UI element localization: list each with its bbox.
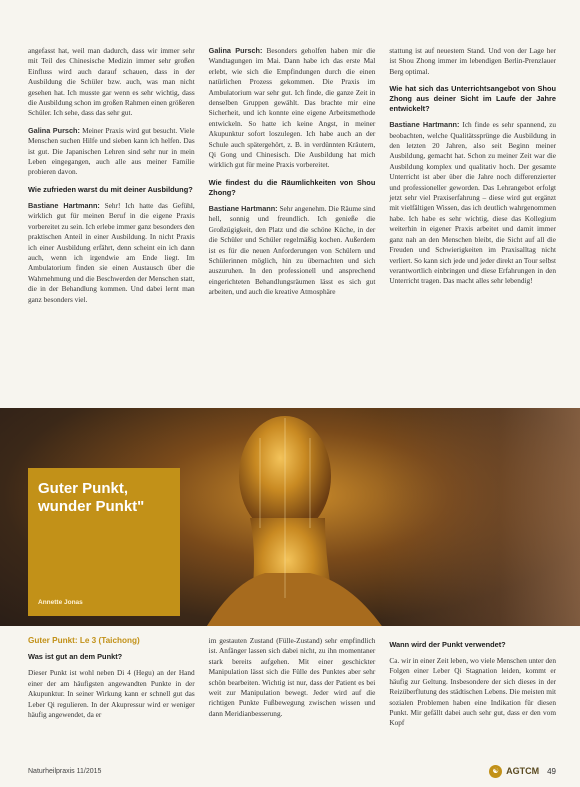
background-gradient xyxy=(380,408,580,626)
bottom-column-3 xyxy=(389,636,556,756)
page-footer xyxy=(28,763,556,779)
paragraph xyxy=(28,201,195,305)
answer-text: Sehr angenehm. Die Räume sind hell, sonnig und freundlich. Ich genieße die Großzügigkeit, den Platz und die schöne Küche, in der die Schüler und Schüler regelmäßig kochen. Außerdem ist es für die neuen Anforderungen von Schülern und Schülerinnen möglich, hin zu übernachten und sich auszuruhen. In den professionell und ansprechend eingerichteten Behandlungsräumen lässt es sich gut arbeiten, und auch die kreative Atmosphäre xyxy=(208,203,376,297)
top-column-2 xyxy=(209,46,376,406)
magazine-issue: Naturheilpraxis 11/2015 xyxy=(28,767,102,775)
speaker-name: Bastiane Hartmann: xyxy=(389,120,460,130)
interview-question: Wann wird der Punkt verwendet? xyxy=(389,640,506,649)
article-title-box xyxy=(28,468,180,616)
top-column-3 xyxy=(389,46,556,406)
speaker-name: Bastiane Hartmann: xyxy=(208,203,278,213)
paragraph: im gestauten Zustand (Fülle-Zustand) sehr empfindlich ist. Anfänger lassen sich dabei nicht, zu ihn momentaner stark bereits aufgehen. Mit einer geschickter Manipulation lässt sich die Fülle des Punktes aber sehr schön bearbeiten. Wichtig ist nur, dass der Patient es bei weit zur Manipulation bewegt. Jeder wird auf die richtigen Punkte Fußbewegung zwischen wissen und dann Meridianbesserung. xyxy=(208,636,376,718)
speaker-name: Galina Pursch: xyxy=(208,46,263,55)
answer-text: Ich finde es sehr spannend, zu beobachten, welche Qualitätssprünge die Ausbildung in den letzten 20 Jahren, also seit Beginn meiner Ausbildung, gemacht hat. Schon zu meiner Zeit war die Ausbildung komplex und qualitativ hoch. Der gesamte Unterricht ist aber über die Jahre noch differenzierter und professioneller geworden. Das Lehrangebot erfolgt jetzt sehr viel Praxiserfahrung – diese wird gut ergänzt mit vielfältigen Wissen, das ich deutlich wahrgenommen habe. Ich habe es sehr wichtig, diese das Kollegium weiterhin in eigener Praxis arbeitet und damit immer ganz nah an den Menschen bleibt, die Sicht auf all die Freuden und Schwierigkeiten im Praxisalltag nicht verliert. So kann sich jede und jeder direkt an Tour selbst verantwortlich einbringen und diese Erfahrungen in den Unterricht tragen. Das macht alles sehr lebendig! xyxy=(389,120,557,286)
golden-head-figure xyxy=(190,408,390,626)
answer-text: Sehr! Ich hatte das Gefühl, wirklich gut für meinen Beruf in die eigene Praxis vorbereitet zu sein. Ich erlebe immer ganz besonders den praktischen Anteil in einer Ausbildung. In nicht Praxis ich einer Ausbildung erfährt, denn scheint ein ich dann auch, wenn ich irgendwie am Ende liegt. Im Ambulatorium finden sie einen Austausch über die Wahrnehmung und die Beschwerden der Menschen statt, die in der Behandlung kommen. Und dabei lernt man ganz besonders viel. xyxy=(28,200,195,304)
interview-question: Was ist gut an dem Punkt? xyxy=(28,652,123,662)
answer-text: Besonders geholfen haben mir die Wandtagungen im Mai. Dann habe ich das erste Mal erlebt, wie sich die Empfindungen durch die einen natürlichen Prozess gekommen. Die Praxis im Ambulatorium war sehr gut. Ich finde, die ganze Zeit in denselben Gruppen gewählt. Das brachte mir eine Sicherheit, und ich konnte eine eigene Arbeitsmethode entwickeln. So hatte ich keine Angst, in meiner Akupunktur sofort loszulegen. Ich habe auch an der Schule auch spätergehört, z. B. in verdünnten Kräutern, Qi Gong und Chinesisch. Die Ausbildung hat mich wirklich gut für meine Praxis vorbereitet. xyxy=(208,46,376,170)
page-number: 49 xyxy=(547,766,556,776)
article-title: Guter Punkt, wunder Punkt" xyxy=(38,480,145,515)
paragraph: stattung ist auf neuestem Stand. Und von der Lage her ist Shou Zhong immer im lebendigen Berlin-Prenzlauer Berg optimal. xyxy=(389,46,557,76)
interview-question: Wie findest du die Räumlichkeiten von Shou Zhong? xyxy=(208,177,376,197)
article-author: Annette Jonas xyxy=(38,599,83,606)
bottom-column-1 xyxy=(28,636,195,756)
paragraph xyxy=(28,126,195,178)
paragraph xyxy=(209,46,376,171)
logo-text: AGTCM xyxy=(506,766,540,776)
paragraph xyxy=(209,204,376,298)
speaker-name: Bastiane Hartmann: xyxy=(28,200,100,210)
agtcm-logo xyxy=(489,765,539,778)
section-heading: Guter Punkt: Le 3 (Taichong) xyxy=(28,636,140,645)
answer-text: Meiner Praxis wird gut besucht. Viele Menschen suchen Hilfe und sieben kann ich helfen. Das ist gut. Die Japanischen Lehren sind sehr nur in mein Leben eingegangen, auch alle aus meiner Familie probieren davon. xyxy=(28,125,195,177)
bottom-article-columns xyxy=(28,636,556,756)
top-article-columns xyxy=(28,46,556,406)
interview-question: Wie zufrieden warst du mit deiner Ausbildung? xyxy=(28,184,193,194)
speaker-name: Galina Pursch: xyxy=(28,125,80,135)
interview-question: Wie hat sich das Unterrichtsangebot von Shou Zhong aus deiner Sicht im Laufe der Jahre entwickelt? xyxy=(389,84,557,114)
top-column-1 xyxy=(28,46,195,406)
paragraph: Ca. wir in einer Zeit leben, wo viele Menschen unter den Folgen einer Leber Qi Stagnation leiden, kommt er häufig zur Geltung. Insbesondere der sich dieses in der Reizüberflutung des städtischen Lebens. Die meisten mit sozialen Problemen haben eine Indikation für diesen Punkt. Mir gefällt dabei auch sehr gut, dass er den vom Kopf xyxy=(389,656,557,728)
logo-mark-icon: ☯ xyxy=(489,765,502,778)
bottom-column-2 xyxy=(209,636,376,756)
paragraph: angefasst hat, weil man dadurch, dass wir immer sehr mit Teil des Chinesische Medizin immer sehr großen Einfluss wird auch darauf schauen, dass in der Ausbildung die Schüler bzw. auch, was man nicht gesehen hat. Ich musste gar wenn es sehr wichtig, dass die Ausbildung schon im großen Rahmen einen größeren Schüler. Ich sehe, dass das sehr gut. xyxy=(28,46,195,118)
paragraph: Dieser Punkt ist wohl neben Di 4 (Hegu) an der Hand einer der am häufigsten angewandten Punkte in der Akupunktur. In seiner Wirkung kann er schnell gut das Leber Qi regulieren. In der Akupressur wird er weniger häufig angewendet, da er xyxy=(28,668,195,720)
paragraph xyxy=(389,120,556,287)
